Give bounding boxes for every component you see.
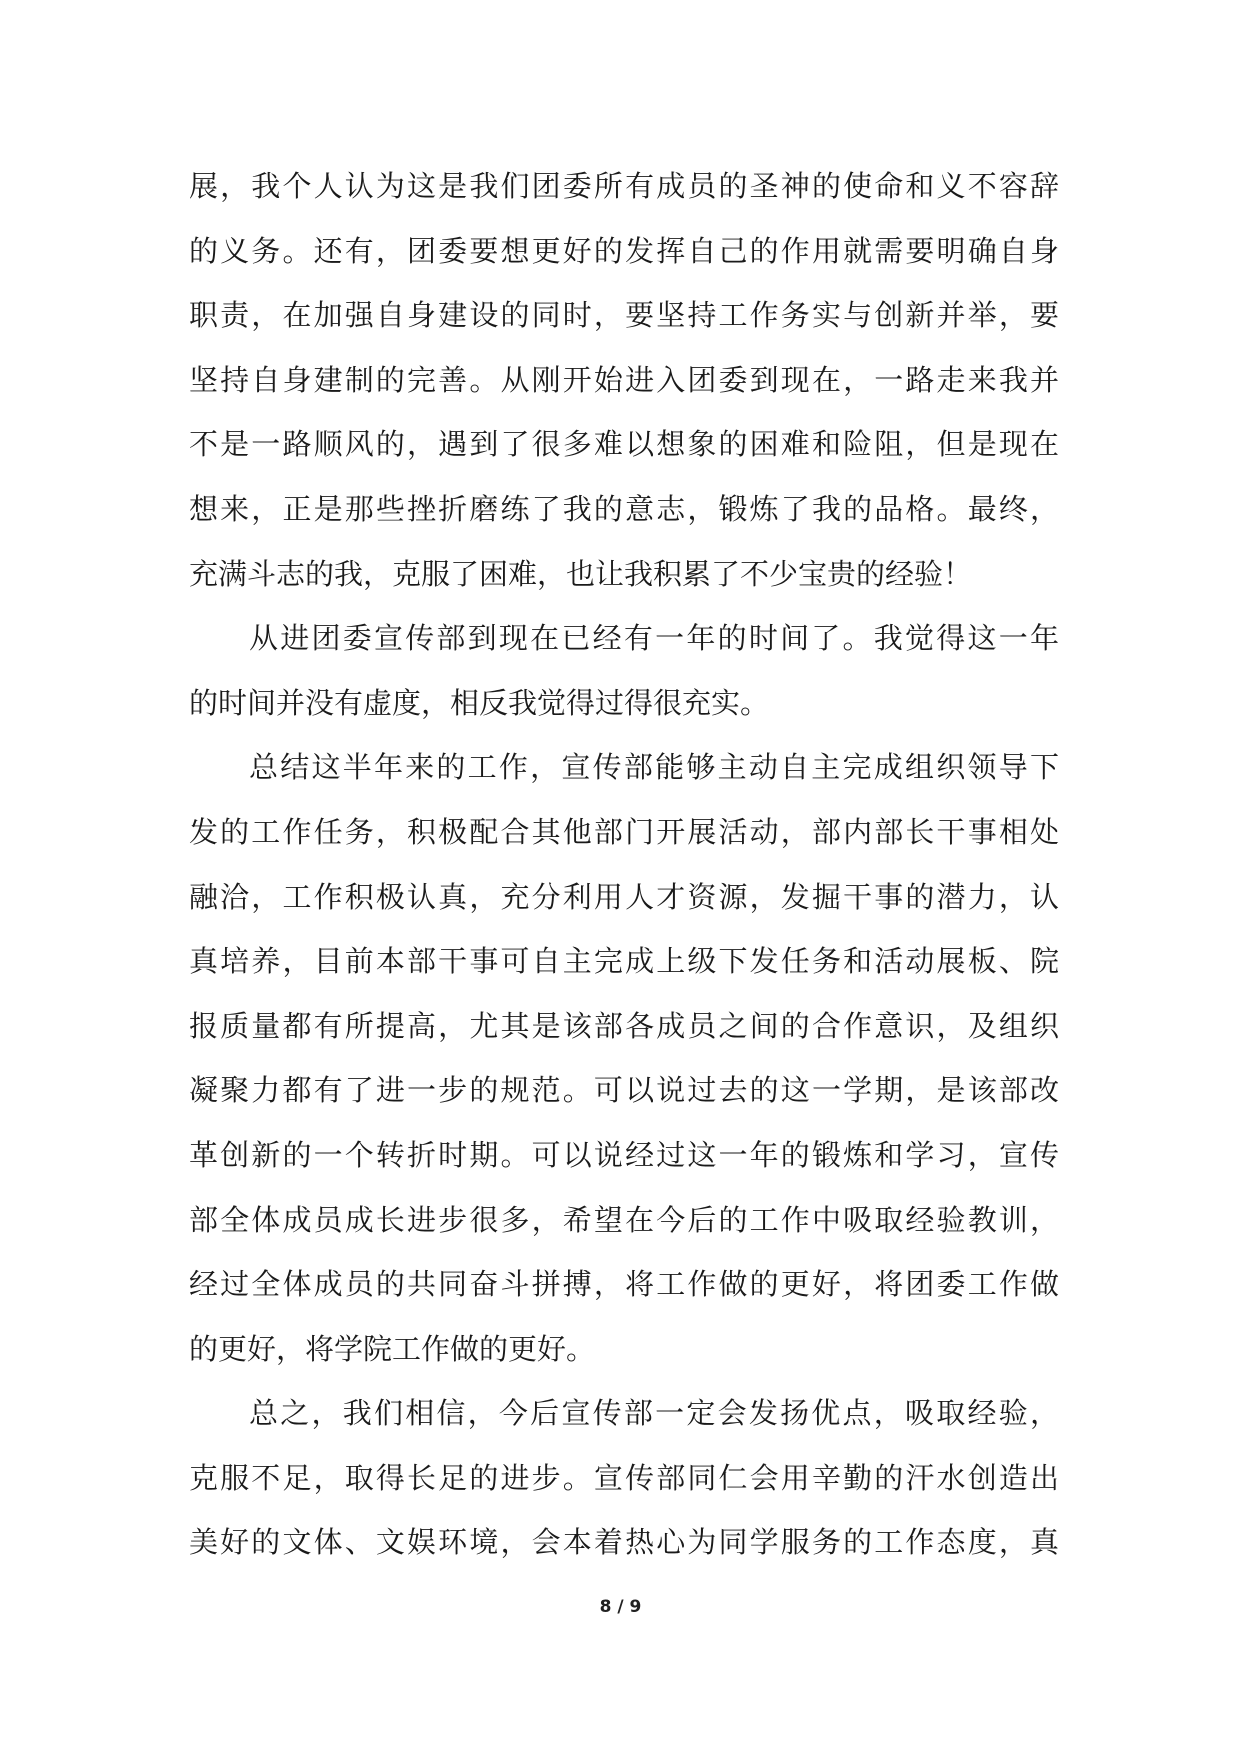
text-line: 从进团委宣传部到现在已经有一年的时间了。我觉得这一年 bbox=[249, 621, 1059, 656]
text-line: 总结这半年来的工作，宣传部能够主动自主完成组织领导下 bbox=[249, 750, 1059, 785]
text-line: 展，我个人认为这是我们团委所有成员的圣神的使命和义不容辞 bbox=[189, 169, 1059, 203]
text-line: 真培养，目前本部干事可自主完成上级下发任务和活动展板、院 bbox=[189, 944, 1059, 979]
text-line: 发的工作任务，积极配合其他部门开展活动，部内部长干事相处 bbox=[189, 814, 1059, 849]
text-line: 充满斗志的我，克服了困难，也让我积累了不少宝贵的经验！ bbox=[189, 556, 973, 591]
text-line: 经过全体成员的共同奋斗拼搏，将工作做的更好，将团委工作做 bbox=[189, 1267, 1059, 1302]
page-number: 8 / 9 bbox=[599, 1597, 642, 1617]
text-line: 的更好，将学院工作做的更好。 bbox=[189, 1331, 596, 1366]
text-line: 职责，在加强自身建设的同时，要坚持工作务实与创新并举，要 bbox=[189, 298, 1059, 333]
text-line: 的义务。还有，团委要想更好的发挥自己的作用就需要明确自身 bbox=[189, 233, 1059, 268]
text-line: 想来，正是那些挫折磨练了我的意志，锻炼了我的品格。最终， bbox=[189, 491, 1059, 526]
text-line: 的时间并没有虚度，相反我觉得过得很充实。 bbox=[189, 685, 770, 720]
text-line: 凝聚力都有了进一步的规范。可以说过去的这一学期，是该部改 bbox=[189, 1073, 1059, 1108]
text-line: 革创新的一个转折时期。可以说经过这一年的锻炼和学习，宣传 bbox=[189, 1137, 1059, 1172]
text-line: 部全体成员成长进步很多，希望在今后的工作中吸取经验教训， bbox=[189, 1202, 1059, 1237]
text-line: 融洽，工作积极认真，充分利用人才资源，发掘干事的潜力，认 bbox=[189, 879, 1059, 914]
text-line: 总之，我们相信，今后宣传部一定会发扬优点，吸取经验， bbox=[249, 1396, 1059, 1431]
body-text bbox=[189, 154, 1059, 1575]
text-line: 不是一路顺风的，遇到了很多难以想象的困难和险阻，但是现在 bbox=[189, 427, 1059, 462]
text-line: 克服不足，取得长足的进步。宣传部同仁会用辛勤的汗水创造出 bbox=[189, 1460, 1059, 1495]
text-line: 坚持自身建制的完善。从刚开始进入团委到现在，一路走来我并 bbox=[189, 362, 1059, 397]
text-line: 美好的文体、文娱环境，会本着热心为同学服务的工作态度，真 bbox=[189, 1525, 1059, 1560]
text-line: 报质量都有所提高，尤其是该部各成员之间的合作意识，及组织 bbox=[189, 1008, 1059, 1043]
